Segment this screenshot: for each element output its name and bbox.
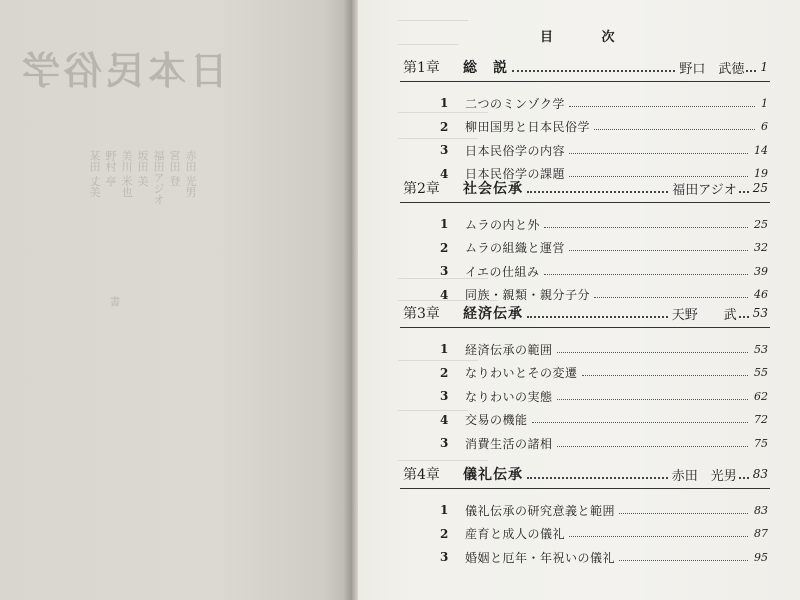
chapter-number: 第3章 [403, 306, 440, 322]
section-number: 1 [440, 342, 449, 356]
leader-dots [739, 191, 749, 193]
section-title: 同族・親類・親分子分 [465, 288, 591, 302]
section-title: ムラの組織と運営 [465, 241, 566, 255]
section-entry [440, 263, 768, 279]
section-title: 婚姻と厄年・年祝いの儀礼 [465, 550, 616, 565]
leader-dots [746, 70, 756, 72]
section-page: 46 [754, 288, 768, 301]
bleed-column: 野村 亭 [104, 150, 117, 187]
section-number: 2 [440, 119, 449, 134]
section-number: 2 [440, 526, 449, 541]
chapter-rule [400, 488, 770, 489]
chapter-page: 1 [760, 60, 768, 74]
chapter-page: 83 [752, 467, 768, 481]
leader-dots [527, 477, 668, 479]
section-title: 柳田国男と日本民俗学 [465, 120, 591, 134]
section-entry [440, 549, 768, 565]
chapter-title: 総 説 [463, 60, 508, 76]
section-number: 1 [440, 503, 449, 517]
section-title: なりわいの実態 [465, 389, 553, 404]
section-number: 3 [440, 264, 449, 278]
section-number: 1 [440, 96, 449, 110]
section-page: 32 [754, 241, 768, 254]
section-page: 19 [754, 167, 768, 180]
section-entry [440, 526, 768, 542]
leader-dots [594, 297, 748, 298]
leader-dots [544, 227, 748, 228]
section-title: 二つのミンゾク学 [465, 96, 565, 111]
bleed-through-title: 日本民俗学 [18, 48, 229, 93]
section-page: 39 [754, 264, 768, 278]
chapter-title: 経済伝承 [463, 306, 523, 322]
section-entry [440, 388, 768, 404]
section-entry [440, 119, 768, 135]
section-entry [440, 435, 768, 451]
section-entry [440, 240, 768, 256]
section-page: 87 [754, 527, 768, 540]
chapter-entry [403, 58, 768, 76]
section-page: 25 [754, 217, 768, 231]
section-number: 4 [440, 166, 449, 181]
section-number: 2 [440, 365, 449, 380]
chapter-number: 第4章 [403, 467, 440, 483]
section-title: 日本民俗学の内容 [465, 143, 566, 158]
chapter-entry [403, 179, 768, 197]
bleed-column: 某田 丈美 [88, 150, 101, 198]
bleed-column: 福田アジオ [152, 150, 165, 205]
chapter-rule [400, 202, 770, 203]
chapter-author: 野口 武徳 [679, 61, 745, 77]
section-title: なりわいとその変遷 [465, 366, 578, 380]
leader-dots [619, 513, 748, 514]
leader-dots [569, 536, 748, 537]
section-page: 1 [761, 96, 768, 110]
section-entry [440, 216, 768, 232]
leader-dots [527, 316, 668, 318]
leader-dots [739, 316, 749, 318]
leader-dots [557, 446, 748, 447]
leader-dots [569, 176, 748, 177]
leader-dots [512, 70, 675, 72]
chapter-number: 第1章 [403, 60, 440, 76]
leader-dots [532, 422, 748, 423]
section-title: 産育と成人の儀礼 [465, 527, 566, 541]
section-title: 日本民俗学の課題 [465, 167, 566, 181]
section-number: 4 [440, 287, 449, 302]
bleed-column: 美川 米也 [120, 150, 133, 198]
section-title: ムラの内と外 [465, 217, 541, 232]
leader-dots [739, 477, 749, 479]
leader-dots [569, 153, 748, 154]
chapter-page: 53 [752, 306, 768, 320]
toc-heading: 目 次 [540, 30, 637, 45]
section-entry [440, 95, 768, 111]
chapter-author: 福田アジオ [672, 182, 737, 198]
section-page: 6 [761, 120, 768, 133]
section-page: 55 [754, 366, 768, 379]
bleed-column: 宮田 登 [168, 150, 181, 187]
section-entry [440, 365, 768, 381]
section-entry [440, 287, 768, 303]
section-entry [440, 341, 768, 357]
chapter-entry [403, 304, 768, 322]
leader-dots [619, 560, 748, 561]
leader-dots [544, 274, 748, 275]
leader-dots [582, 375, 748, 376]
leader-dots [594, 129, 755, 130]
chapter-number: 第2章 [403, 181, 440, 197]
chapter-rule [400, 327, 770, 328]
leader-dots [569, 250, 748, 251]
section-title: 儀礼伝承の研究意義と範囲 [465, 503, 616, 518]
section-entry [440, 142, 768, 158]
chapter-entry [403, 465, 768, 483]
section-number: 3 [440, 389, 449, 403]
section-page: 72 [754, 413, 768, 426]
section-number: 2 [440, 240, 449, 255]
section-number: 3 [440, 550, 449, 564]
chapter-rule [400, 81, 770, 82]
section-page: 14 [754, 143, 768, 157]
section-page: 62 [754, 389, 768, 403]
leader-dots [569, 106, 755, 107]
section-page: 83 [754, 503, 768, 517]
leader-dots [557, 399, 748, 400]
section-title: 経済伝承の範囲 [465, 342, 553, 357]
section-page: 53 [754, 342, 768, 356]
left-page [0, 0, 352, 600]
chapter-title: 儀礼伝承 [463, 467, 523, 483]
section-title: 消費生活の諸相 [465, 436, 553, 451]
chapter-title: 社会伝承 [463, 181, 523, 197]
section-number: 1 [440, 217, 449, 231]
section-title: 交易の機能 [465, 413, 528, 427]
section-page: 75 [754, 436, 768, 450]
section-number: 4 [440, 412, 449, 427]
section-number: 3 [440, 436, 449, 450]
bleed-column: 赤田 光男 [184, 150, 197, 198]
section-number: 3 [440, 143, 449, 157]
section-page: 95 [754, 550, 768, 564]
section-entry [440, 502, 768, 518]
bleed-column: 坂田 美 [136, 150, 149, 187]
leader-dots [557, 352, 748, 353]
section-entry [440, 412, 768, 428]
leader-dots [527, 191, 668, 193]
chapter-author: 天野 武 [671, 307, 737, 323]
chapter-author: 赤田 光男 [671, 468, 737, 484]
section-title: イエの仕組み [465, 264, 540, 279]
bleed-column: 書 [108, 296, 121, 307]
chapter-page: 25 [752, 181, 768, 195]
